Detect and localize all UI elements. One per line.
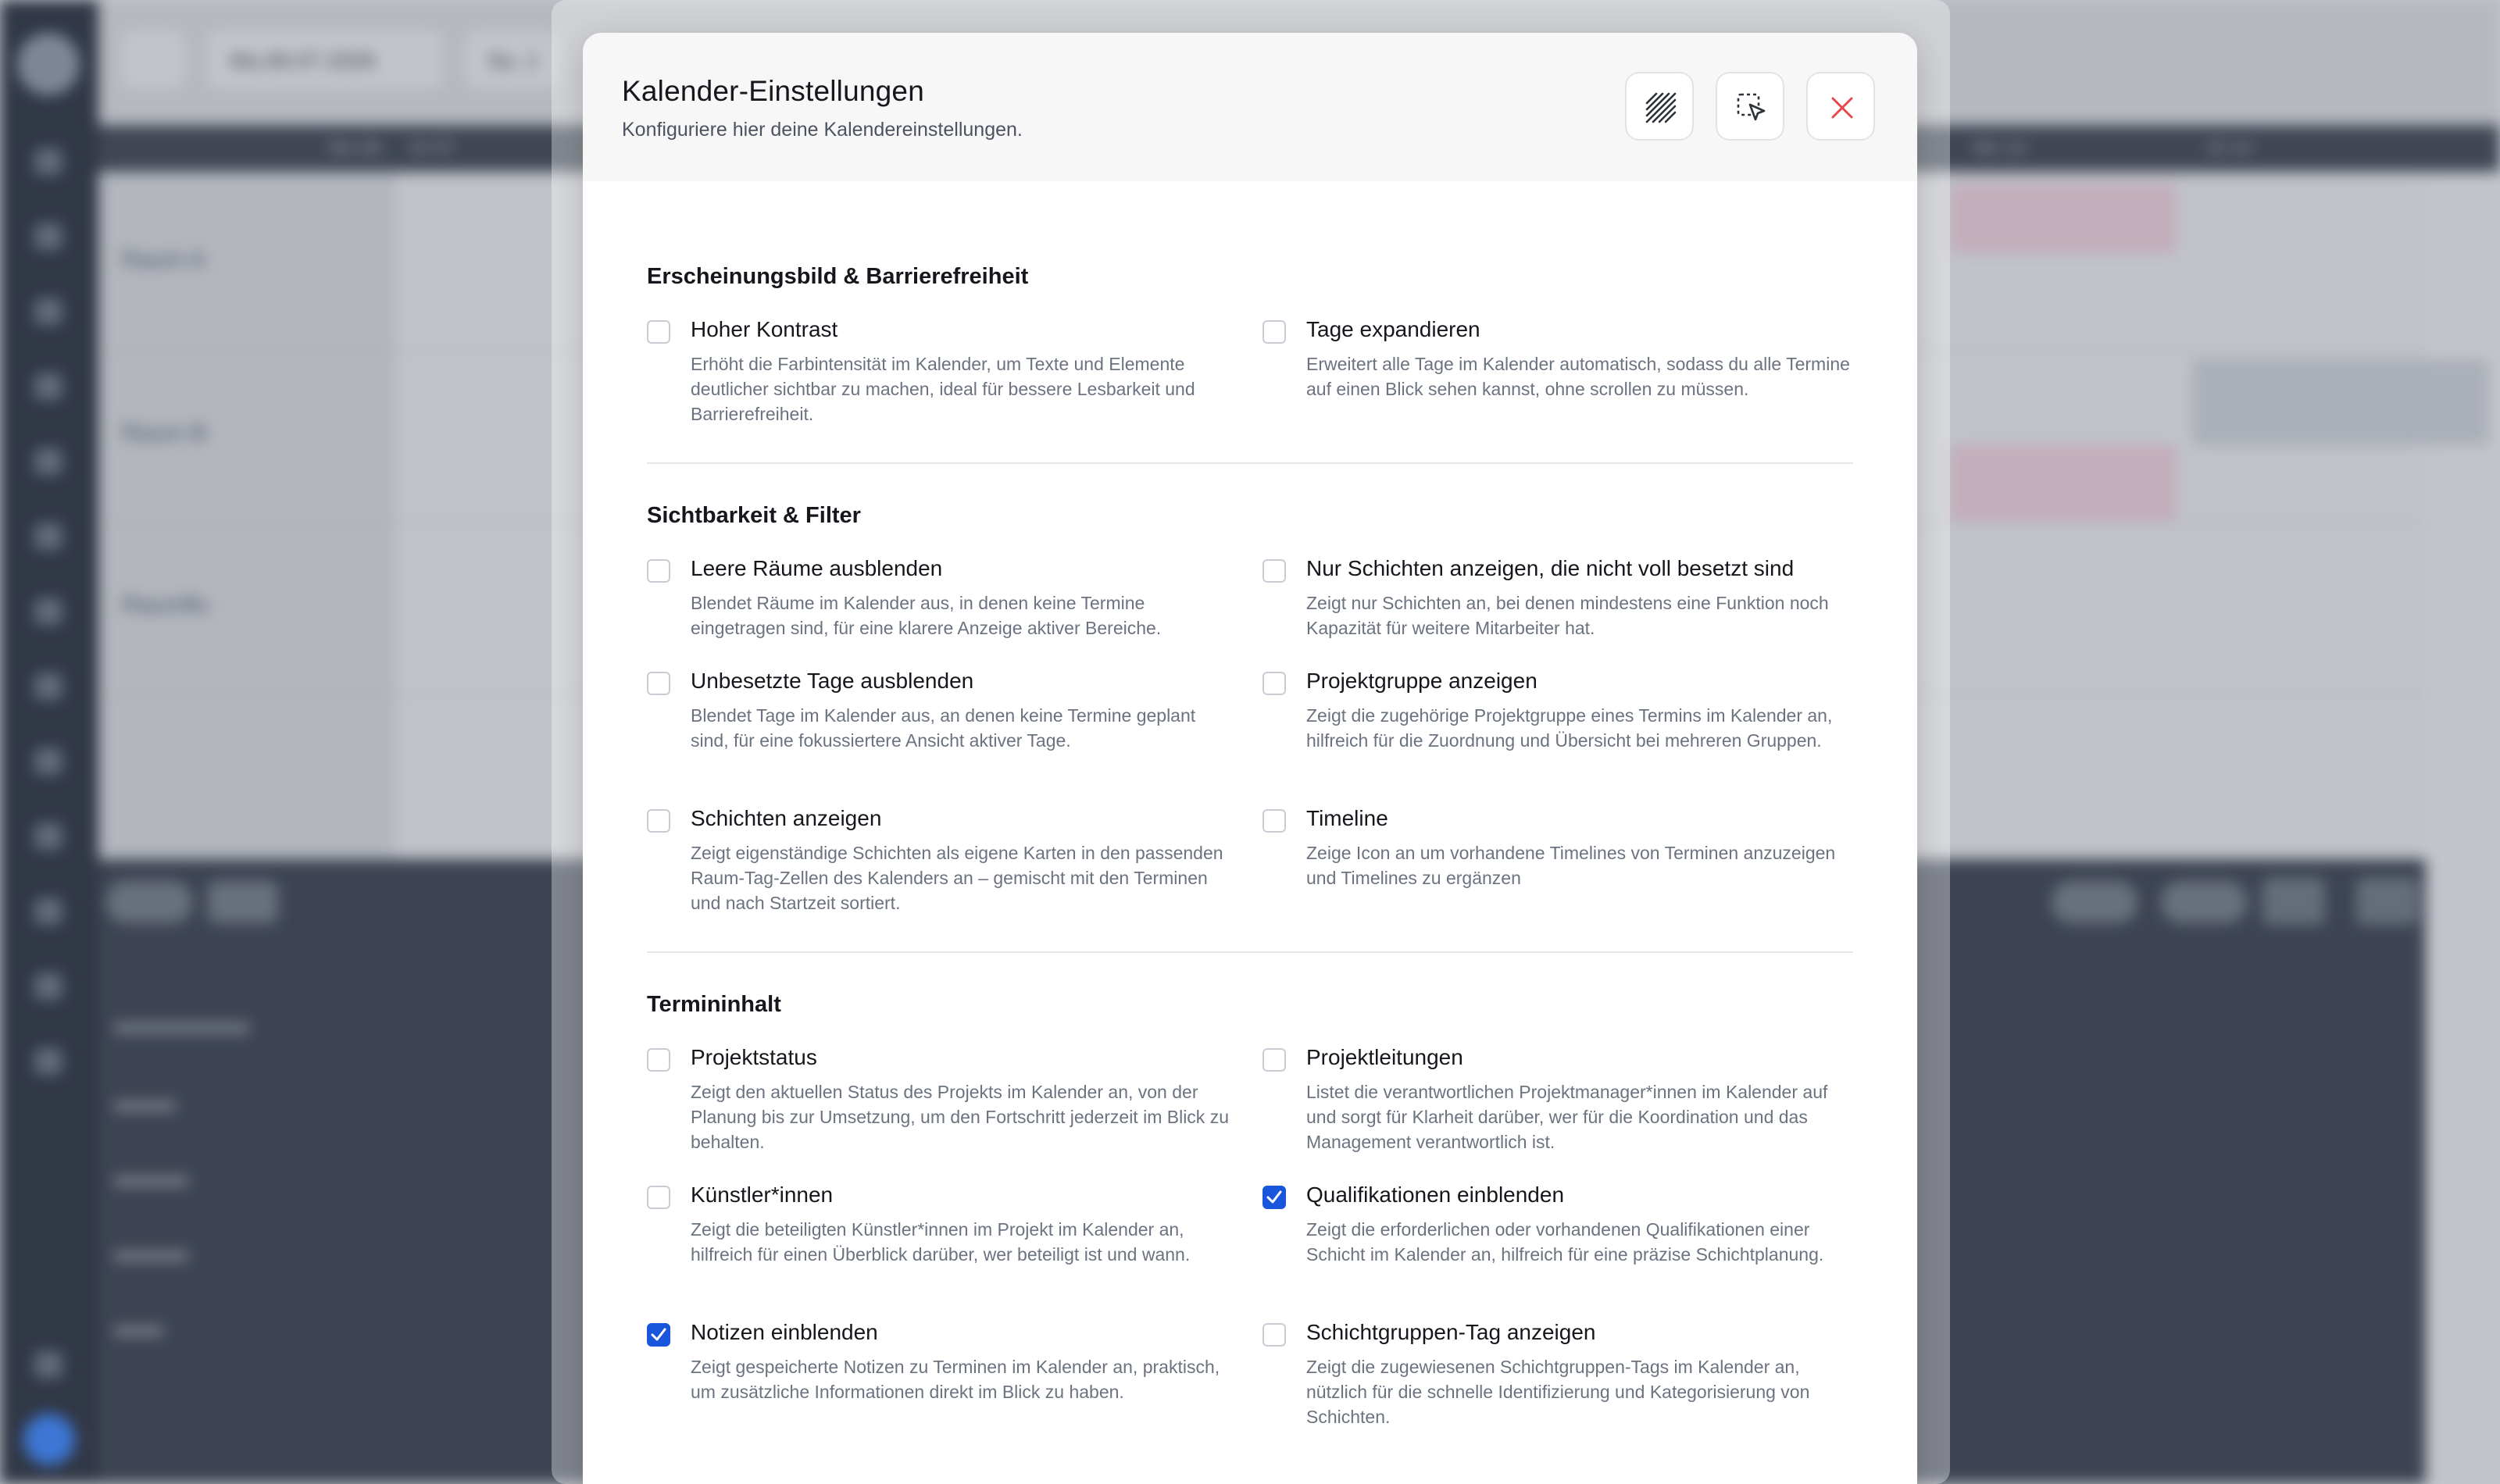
- option-label: Hoher Kontrast: [691, 317, 838, 341]
- option-description: Blendet Räume im Kalender aus, in denen keine Termine eingetragen sind, für eine klarere Anzeige aktiver Bereiche.: [691, 593, 1162, 638]
- option-label: Notizen einblenden: [691, 1320, 878, 1344]
- checkbox[interactable]: [647, 1323, 670, 1347]
- checkmark-icon: [651, 1328, 666, 1342]
- checkbox[interactable]: [1262, 672, 1286, 695]
- checkbox[interactable]: [647, 672, 670, 695]
- shift-row: ■■■■■: [114, 1093, 176, 1117]
- room-label: Raum B: [122, 420, 207, 446]
- modal-title: Kalender-Einstellungen: [622, 75, 924, 107]
- selection-cursor-icon: [1734, 91, 1769, 125]
- section-title: Termininhalt: [647, 992, 781, 1017]
- checkbox[interactable]: [1262, 1186, 1286, 1209]
- shift-row: ■■■■■■■■■■■: [114, 1015, 249, 1039]
- option-description: Erhöht die Farbintensität im Kalender, um Texte und Elemente deutlicher sichtbar zu machen, ideal für bessere Lesbarkeit und Barrierefreiheit.: [691, 354, 1195, 424]
- section-divider: [647, 951, 1853, 953]
- option-label: Unbesetzte Tage ausblenden: [691, 669, 974, 693]
- section-title: Sichtbarkeit & Filter: [647, 503, 861, 528]
- shift-row: ■■■■■■: [114, 1243, 188, 1267]
- option-label: Projektgruppe anzeigen: [1306, 669, 1538, 693]
- option-label: Nur Schichten anzeigen, die nicht voll besetzt sind: [1306, 556, 1795, 580]
- day-header: Di 07: [411, 137, 455, 159]
- shift-row: ■■■■: [114, 1318, 163, 1342]
- option-description: Blendet Tage im Kalender aus, an denen keine Termine geplant sind, für eine fokussiertere Ansicht aktiver Tage.: [691, 705, 1196, 751]
- shift-row: ■■■■■■: [114, 1168, 188, 1192]
- day-header: Mo 06: [329, 137, 381, 159]
- checkbox[interactable]: [647, 809, 670, 833]
- option-label: Qualifikationen einblenden: [1306, 1183, 1565, 1207]
- option-label: Künstler*innen: [691, 1183, 834, 1207]
- section-title: Erscheinungsbild & Barrierefreiheit: [647, 264, 1029, 289]
- option-label: Schichten anzeigen: [691, 806, 882, 830]
- option-description: Erweitert alle Tage im Kalender automatisch, sodass du alle Termine auf einen Blick sehen kannst, ohne scrollen zu müssen.: [1306, 354, 1850, 399]
- option-description: Listet die verantwortlichen Projektmanager*innen im Kalender auf und sorgt für Klarheit darüber, wer für die Koordination und das Management verantwortlich ist.: [1306, 1082, 1828, 1152]
- date-field-2[interactable]: So, 1: [466, 31, 559, 87]
- checkbox[interactable]: [1262, 1048, 1286, 1072]
- pattern-toggle-button[interactable]: [1625, 72, 1694, 141]
- checkbox[interactable]: [1262, 320, 1286, 344]
- option-label: Tage expandieren: [1306, 317, 1480, 341]
- option-label: Timeline: [1306, 806, 1388, 830]
- room-label: Raum A: [122, 247, 205, 273]
- option-label: Projektleitungen: [1306, 1045, 1463, 1069]
- option-description: Zeigt gespeicherte Notizen zu Terminen im Kalender an, praktisch, um zusätzliche Informationen direkt im Blick zu haben.: [691, 1357, 1220, 1402]
- option-label: Leere Räume ausblenden: [691, 556, 943, 580]
- option-description: Zeigt die erforderlichen oder vorhandenen Qualifikationen einer Schicht im Kalender an, hilfreich für eine präzise Schichtplanung.: [1306, 1219, 1824, 1265]
- section-divider: [647, 462, 1853, 464]
- checkbox[interactable]: [647, 559, 670, 583]
- date-field[interactable]: Mo,06.07.2026: [208, 31, 442, 87]
- checkbox[interactable]: [647, 1186, 670, 1209]
- checkbox[interactable]: [1262, 1323, 1286, 1347]
- pattern-icon: [1644, 91, 1678, 125]
- option-description: Zeigt den aktuellen Status des Projekts im Kalender an, von der Planung bis zur Umsetzung, um den Fortschritt jederzeit im Blick zu behalten.: [691, 1082, 1229, 1152]
- option-description: Zeigt nur Schichten an, bei denen mindestens eine Funktion noch Kapazität für weitere Mitarbeiter hat.: [1306, 593, 1829, 638]
- checkmark-icon: [1266, 1190, 1282, 1204]
- option-description: Zeigt die zugewiesenen Schichtgruppen-Tags im Kalender an, nützlich für die schnelle Identifizierung und Kategorisierung von Schichten.: [1306, 1357, 1810, 1427]
- day-header: Di 14: [2208, 137, 2252, 159]
- selection-mode-button[interactable]: [1716, 72, 1784, 141]
- close-button[interactable]: [1806, 72, 1875, 141]
- option-description: Zeigt die zugehörige Projektgruppe eines Termins im Kalender an, hilfreich für die Zuordnung und Übersicht bei mehreren Gruppen.: [1306, 705, 1833, 751]
- option-label: Schichtgruppen-Tag anzeigen: [1306, 1320, 1596, 1344]
- option-label: Projektstatus: [691, 1045, 817, 1069]
- day-header: Mo 13: [1973, 137, 2026, 159]
- checkbox[interactable]: [1262, 809, 1286, 833]
- settings-modal: [583, 33, 1917, 1484]
- checkbox[interactable]: [1262, 559, 1286, 583]
- checkbox[interactable]: [647, 1048, 670, 1072]
- option-description: Zeigt die beteiligten Künstler*innen im Projekt im Kalender an, hilfreich für einen Überblick darüber, wer beteiligt ist und wann.: [691, 1219, 1191, 1265]
- modal-header: [583, 33, 1917, 181]
- option-description: Zeige Icon an um vorhandene Timelines von Terminen anzuzeigen und Timelines zu ergänzen: [1306, 843, 1836, 888]
- modal-subtitle: Konfiguriere hier deine Kalendereinstellungen.: [622, 119, 1023, 141]
- close-icon: [1825, 91, 1859, 125]
- room-label: Raumflu: [122, 592, 209, 618]
- option-description: Zeigt eigenständige Schichten als eigene Karten in den passenden Raum-Tag-Zellen des Kalenders an – gemischt mit den Terminen und nach Startzeit sortiert.: [691, 843, 1223, 913]
- checkbox[interactable]: [647, 320, 670, 344]
